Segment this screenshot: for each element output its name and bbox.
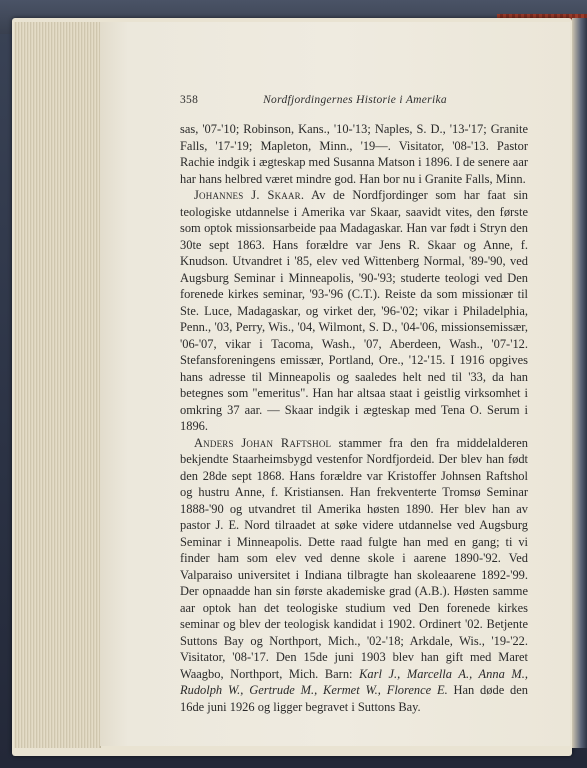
body-text [180, 121, 528, 715]
right-cover-edge [572, 18, 587, 748]
page-edges [14, 22, 101, 748]
paragraph-3-ending: Han døde den 16de juni 1926 og ligger begravet i Suttons Bay. [180, 683, 528, 714]
children-names: Karl J., Marcella A., Anna M., Rudolph W., Gertrude M., Kermet W., Florence E. [180, 666, 528, 697]
paragraph-2 [180, 187, 528, 435]
paragraph-2-text: Av de Nordfjordinger som har faat sin teologiske utdannelse i Amerika var Skaar, saavidt vites, den første som optok missionsarbeide paa Madagaskar. Han var født i Stryn den 30te sept 1863. Hans forældre var Jens R. Skaar og Anne, f. Knudson. Utvandret i '85, elev ved Wittenberg Normal, '89-'90, ved Augsburg Seminar i Minneapolis, '90-'93; studerte teologi ved Den forenede kirkes seminar, '93-'96 (C.T.). Reiste da som missionær til Ste. Luce, Madagaskar, og virket der, '96-'02; vikar i Philadelphia, Penn., '03, Perry, Wis., '04, Wilmont, S. D., '04-'06, missionsemissær, '06-'07, vikar i Tacoma, Wash., '07, Aberdeen, Wash., '07-'12. Stefansforeningens emissær, Portland, Ore., '12-'15. I 1916 opgives hans adresse til Minneapolis og saaledes helt ned til '33, da han betegnes som "emeritus". Han har altsaa staat i geistlig virksomhet i omkring 37 aar. — Skaar indgik i ægteskap med Tena O. Serum i 1896. [180, 188, 528, 433]
page-number: 358 [180, 94, 199, 106]
paragraph-1 [180, 121, 528, 187]
running-title: Nordfjordingernes Historie i Amerika [263, 94, 447, 106]
entry-name-raftshol: Anders Johan Raftshol [194, 435, 332, 450]
entry-name-skaar: Johannes J. Skaar. [194, 188, 305, 202]
paragraph-1-text: sas, '07-'10; Robinson, Kans., '10-'13; Naples, S. D., '13-'17; Granite Falls, '17-'19; Mapleton, Minn., '19—. Visitator, '08-'13. Pastor Rachie indgik i ægteskap med Susanna Matson i 1896. I de senere aar har hans helbred været mindre god. Han bor nu i Granite Falls, Minn. [180, 122, 528, 186]
paragraph-3 [180, 435, 528, 716]
page-header [180, 94, 530, 110]
paragraph-3-text: stammer fra den fra middelalderen bekjendte Staarheimsbygd vestenfor Nordfjordeid. Der blev han født den 28de sept 1868. Hans forældre var Kristoffer Johnsen Raftshol og hustru Anne, f. Kristiansen. Han frekventerte Tromsø Seminar 1888-'90 og utvandret til Amerika høsten 1890. Her blev han av pastor J. E. Nord tilraadet at søke videre utdannelse ved Augsburg Seminar i Minneapolis. Dette raad fulgte han med en gang; ti vi finder ham som elev ved denne skole i aarene 1890-'92. Ved Valparaiso universitet i Indiana tilbragte han skoleaarene 1892-'99. Der opnaadde han sin første akademiske grad (A.B.). Høsten samme aar optok han det teologiske studium ved Den forenede kirkes seminar og blev der teologisk kandidat i 1902. Ordinert '02. Betjente Suttons Bay og Northport, Mich., '02-'18; Arkdale, Wis., '19-'22. Visitator, '08-'17. Den 15de juni 1903 blev han gift med Maret Waagbo, Northport, Mich. Barn: [180, 435, 528, 681]
